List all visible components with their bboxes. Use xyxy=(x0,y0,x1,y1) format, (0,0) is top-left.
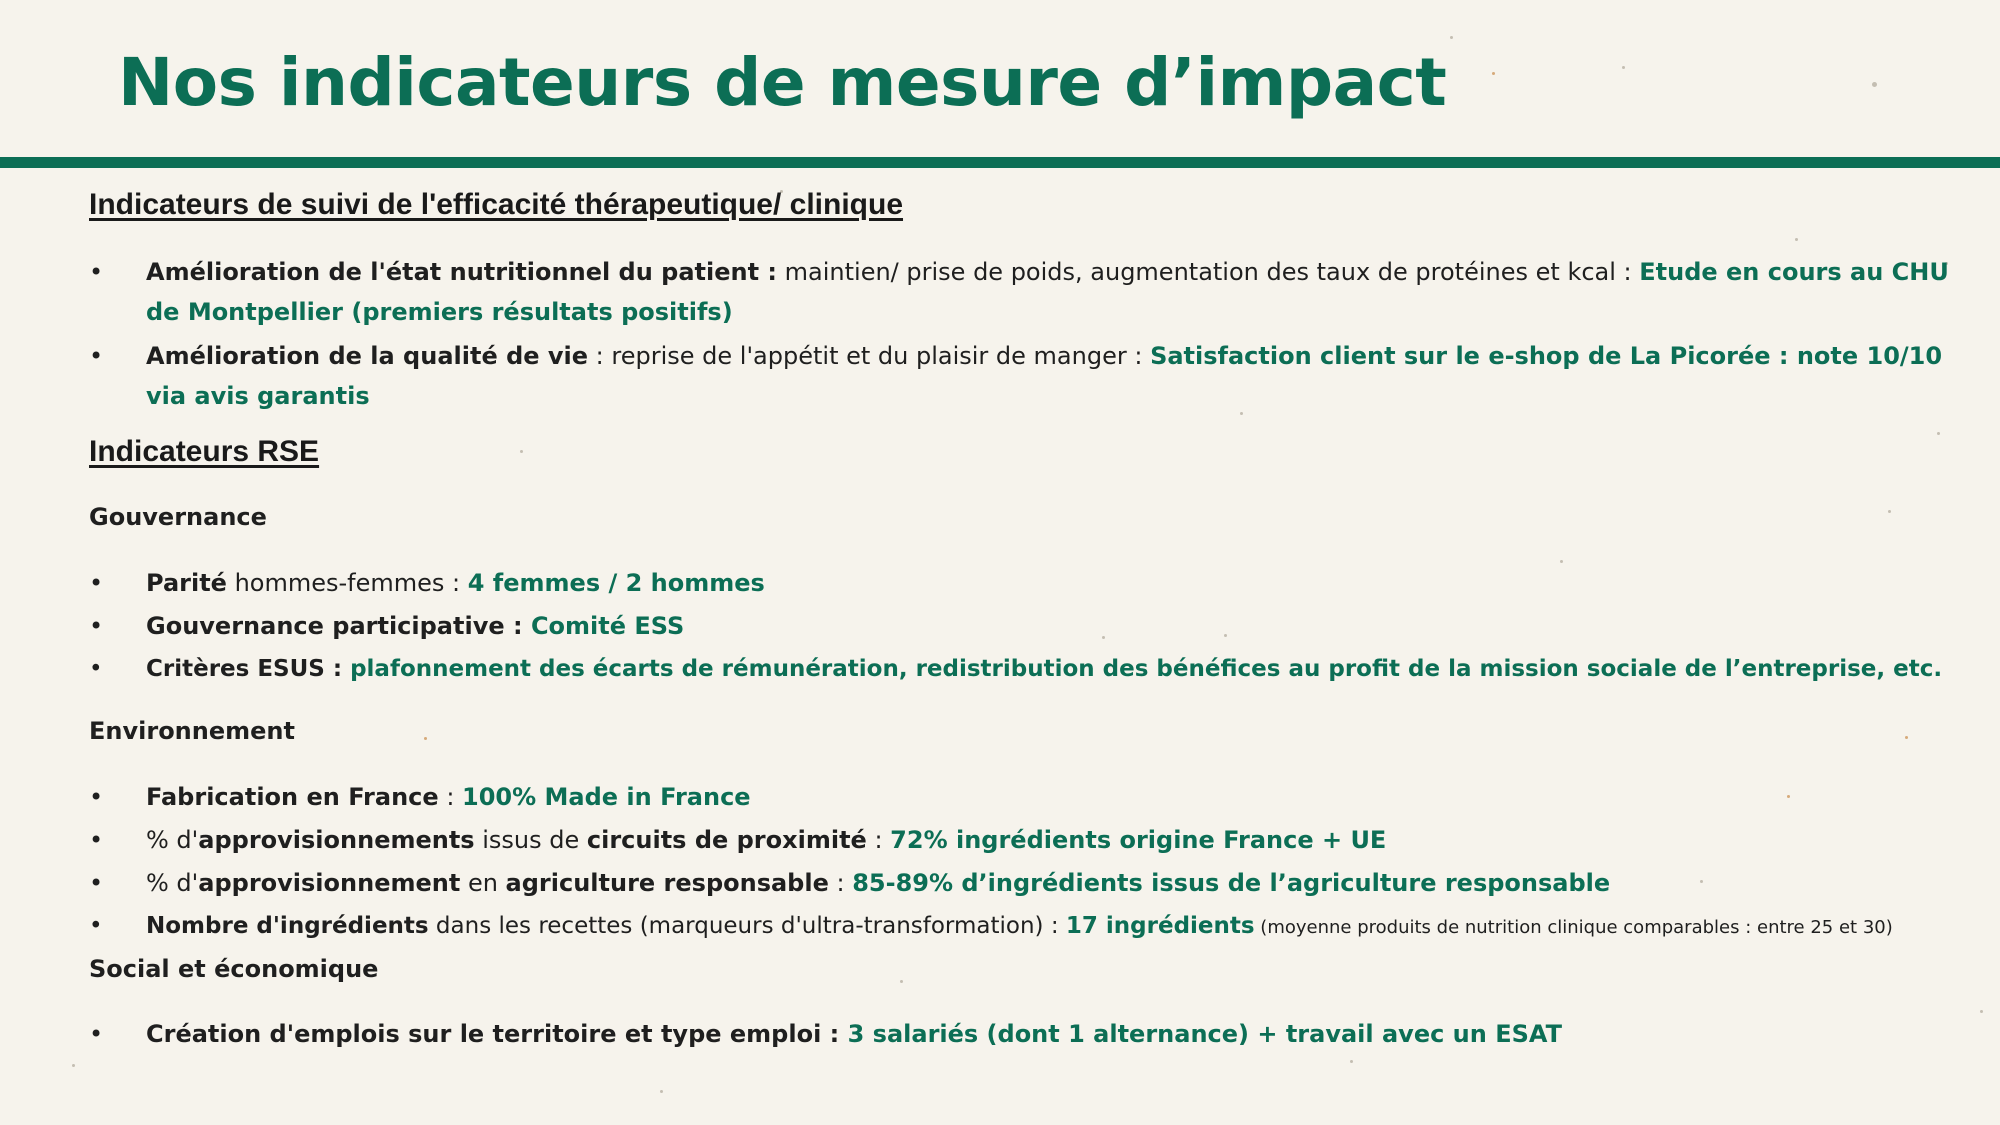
item-label: Critères ESUS : xyxy=(146,656,351,682)
item-connector: en xyxy=(460,869,506,897)
rse-section-heading: Indicateurs RSE xyxy=(89,435,320,468)
item-note: (moyenne produits de nutrition clinique comparables : entre 25 et 30) xyxy=(1254,917,1893,938)
item-label-secondary: circuits de proximité xyxy=(586,826,867,854)
clinical-section-heading: Indicateurs de suivi de l'efficacité thérapeutique/ clinique xyxy=(89,188,904,221)
list-item xyxy=(89,1014,1979,1054)
gouvernance-subheading: Gouvernance xyxy=(89,503,267,531)
bullet-icon: • xyxy=(89,1020,104,1048)
item-description: : xyxy=(866,826,891,854)
item-label: Fabrication en France xyxy=(146,783,439,811)
list-item xyxy=(89,649,1979,689)
item-label: Amélioration de l'état nutritionnel du patient : xyxy=(146,258,778,286)
item-value: Etude en cours au CHU de Montpellier (premiers résultats positifs) xyxy=(146,258,1949,326)
item-description: dans les recettes (marqueurs d'ultra-transformation) : xyxy=(428,913,1066,939)
list-item xyxy=(89,906,1979,948)
page-title: Nos indicateurs de mesure d’impact xyxy=(118,44,1447,121)
environnement-subheading: Environnement xyxy=(89,717,295,745)
list-item xyxy=(89,820,1979,860)
social-subheading: Social et économique xyxy=(89,955,379,983)
item-description: : reprise de l'appétit et du plaisir de manger : xyxy=(588,342,1151,370)
item-value: 72% ingrédients origine France + UE xyxy=(890,826,1387,854)
item-value: 100% Made in France xyxy=(462,783,751,811)
item-value: 17 ingrédients xyxy=(1065,913,1255,939)
bullet-icon: • xyxy=(89,826,104,854)
list-item xyxy=(89,606,1979,646)
item-label: Amélioration de la qualité de vie xyxy=(146,342,589,370)
bullet-icon: • xyxy=(89,569,104,597)
item-connector: issus de xyxy=(474,826,587,854)
item-value: plafonnement des écarts de rémunération, redistribution des bénéfices au profit de la mission sociale de l’entreprise, etc. xyxy=(350,656,1943,682)
item-label: Nombre d'ingrédients xyxy=(146,913,429,939)
item-value: Satisfaction client sur le e-shop de La Picorée : note 10/10 via avis garantis xyxy=(146,342,1943,410)
list-item xyxy=(89,252,1979,332)
list-item xyxy=(89,863,1979,903)
bullet-icon: • xyxy=(89,913,103,939)
item-description: : xyxy=(438,783,463,811)
item-value: 4 femmes / 2 hommes xyxy=(467,569,765,597)
list-item xyxy=(89,336,1979,416)
item-prefix: % d' xyxy=(146,869,199,897)
item-label: approvisionnement xyxy=(198,869,461,897)
bullet-icon: • xyxy=(89,342,104,370)
list-item xyxy=(89,563,1979,603)
item-prefix: % d' xyxy=(146,826,199,854)
list-item xyxy=(89,777,1979,817)
bullet-icon: • xyxy=(89,656,103,682)
item-label: Création d'emplois sur le territoire et type emploi : xyxy=(146,1020,848,1048)
item-value: 85-89% d’ingrédients issus de l’agriculture responsable xyxy=(852,869,1611,897)
bullet-icon: • xyxy=(89,869,104,897)
bullet-icon: • xyxy=(89,783,104,811)
item-label-secondary: agriculture responsable xyxy=(505,869,829,897)
item-description: hommes-femmes : xyxy=(226,569,468,597)
item-label: approvisionnements xyxy=(198,826,475,854)
item-label: Gouvernance participative : xyxy=(146,612,531,640)
bullet-icon: • xyxy=(89,258,104,286)
bullet-icon: • xyxy=(89,612,104,640)
item-value: Comité ESS xyxy=(530,612,685,640)
item-description: : xyxy=(828,869,853,897)
item-value: 3 salariés (dont 1 alternance) + travail avec un ESAT xyxy=(847,1020,1562,1048)
item-description: maintien/ prise de poids, augmentation des taux de protéines et kcal : xyxy=(777,258,1640,286)
item-label: Parité xyxy=(146,569,227,597)
